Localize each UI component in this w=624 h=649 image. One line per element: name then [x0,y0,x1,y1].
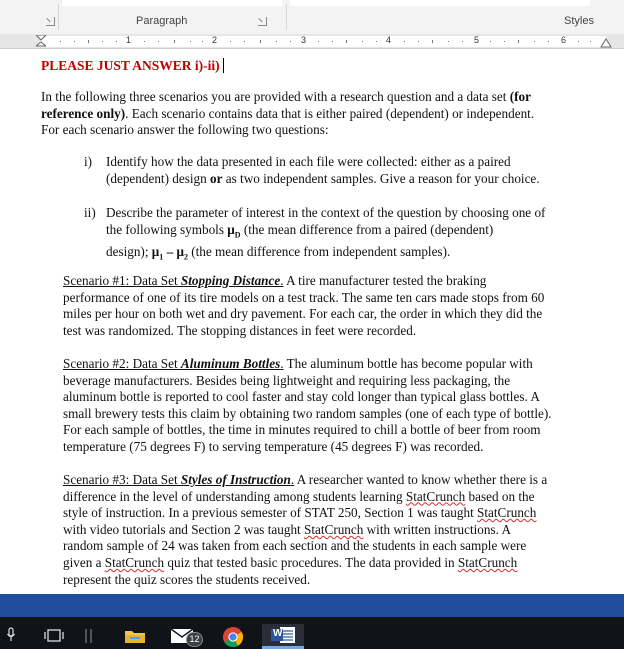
ruler-number: 6 [561,35,567,45]
windows-taskbar [0,594,624,649]
scenario-2-title: Scenario #2: Data Set Aluminum Bottles. [63,356,284,371]
question-number: ii) [84,205,96,220]
pinned-app-icon[interactable] [84,628,94,644]
file-explorer-icon[interactable] [124,628,146,644]
ribbon-separator [286,4,287,30]
spelling-error[interactable]: StatCrunch [477,505,537,521]
styles-group-label: Styles [564,15,594,27]
question-number: i) [84,154,93,169]
ribbon-separator [58,4,59,30]
right-indent-marker-icon[interactable] [600,38,612,48]
ruler-number: 2 [212,35,218,45]
spelling-error[interactable]: StatCrunch [104,554,165,570]
scenario-1-paragraph[interactable]: Scenario #1: Data Set Stopping Distance. A tire manufacturer tested the braking performance of one of its tire models on a test track. The same ten cars made stops from 60 miles per hour on both wet and dry pavement. For each car, the order in which they did the test was randomized. The stopping distances in feet were recorded. [63,273,545,338]
ruler-number: 5 [474,35,480,45]
text-cursor [223,58,224,73]
paragraph-group-label: Paragraph [136,15,188,27]
scenario-3-title: Scenario #3: Data Set Styles of Instruction. [63,472,295,487]
scenario-1-title: Scenario #1: Data Set Stopping Distance. [63,273,284,288]
word-taskbar-button[interactable] [262,624,304,646]
scenario-2-paragraph[interactable]: Scenario #2: Data Set Aluminum Bottles. The aluminum bottle has become popular with beverage manufacturers. Besides being lightweight and requiring less packaging, the aluminum bottle is reported to cool faster and stay cold longer than typical glass bottles. A small brewery tests this claim by obtaining two random samples (one of each type of bottle). For each sample of bottles, the time in minutes required to chill a bottle of beer from room temperature (75 degrees F) to serving temperature (45 degrees F) was recorded. [63,356,552,454]
task-view-icon[interactable] [44,629,64,643]
question-ii-text[interactable]: Describe the parameter of interest in the context of the question by choosing one of the following symbols $\mu_D$ (the mean difference from a paired (dependent) design); $\mu_1 - \mu_2$ (the mean difference from independent samples). [106,205,546,262]
font-dialog-launcher-icon[interactable] [46,17,55,26]
chrome-icon[interactable] [222,626,244,648]
intro-paragraph[interactable]: In the following three scenarios you are provided with a research question and a data set (for reference only). Each scenario contains data that is either paired (dependent) or independent. For each scenario answer the following two questions: [41,89,535,138]
word-icon-letter: W [273,628,283,639]
mail-app[interactable] [170,624,206,648]
ruler-number: 4 [386,35,392,45]
left-indent-marker-icon[interactable] [36,35,46,48]
ribbon-group-paragraph-top [62,0,282,6]
paragraph-dialog-launcher-icon[interactable] [258,17,267,26]
microphone-icon[interactable] [6,627,16,643]
spelling-error[interactable]: StatCrunch [405,488,466,504]
horizontal-ruler[interactable] [0,34,624,49]
word-status-bar [0,594,624,617]
question-i-text[interactable]: Identify how the data presented in each file were collected: either as a paired (dependent) design or as two independent samples. Give a reason for your choice. [106,154,540,186]
spelling-error[interactable]: StatCrunch [457,554,518,570]
mail-unread-badge: 12 [186,632,203,647]
ruler-number: 1 [126,35,132,45]
spelling-error[interactable]: StatCrunch [304,521,364,537]
ruler-number: 3 [301,35,307,45]
scenario-3-paragraph[interactable]: Scenario #3: Data Set Styles of Instruction. A researcher wanted to know whether there is a difference in the level of understanding among students learning StatCrunch based on the style of instruction. In a previous semester of STAT 250, Section 1 was taught StatCrunch with video tutorials and Section 2 was taught StatCrunch with written instructions. A random sample of 24 was taken from each section and the students in each sample were given a StatCrunch quiz that tested basic procedures. The data provided in StatCrunch represent the quiz scores the students received. [63,472,548,587]
ribbon [0,0,624,34]
ruler-text-area [40,36,606,47]
document-page[interactable] [0,50,624,594]
document-heading[interactable]: PLEASE JUST ANSWER i)-ii) [41,58,224,75]
ribbon-group-styles-top [290,0,590,6]
